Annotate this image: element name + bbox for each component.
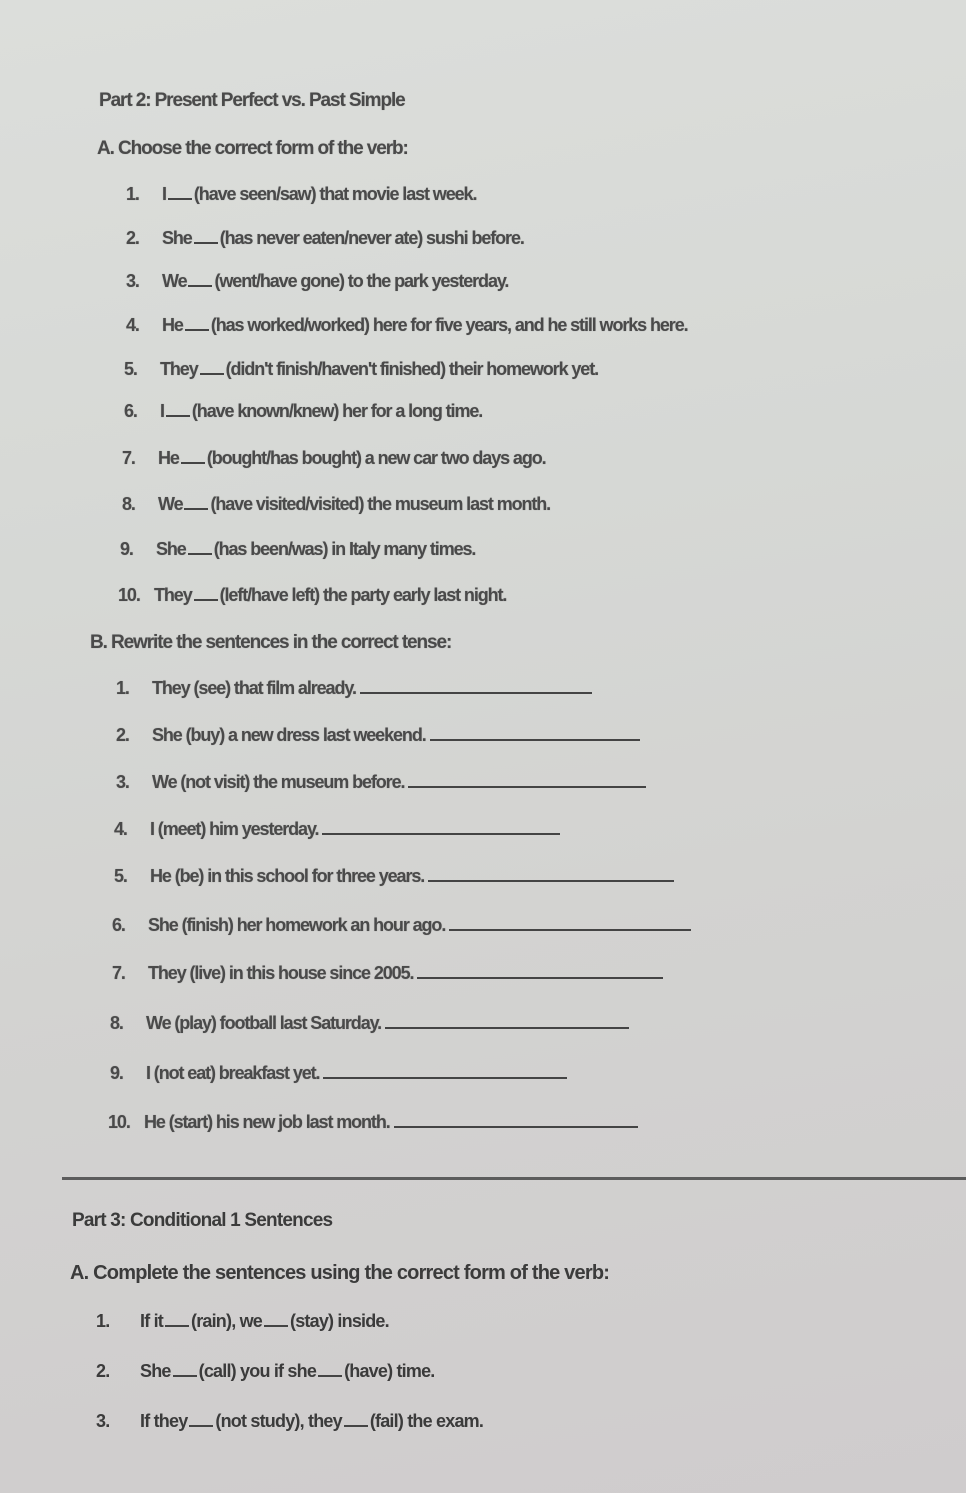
part-2-title: Part 2: Present Perfect vs. Past Simple <box>99 90 405 111</box>
answer-blank[interactable] <box>165 1311 189 1327</box>
answer-line[interactable] <box>430 725 640 741</box>
list-item: 5. He (be) in this school for three years. <box>114 866 674 887</box>
part-3-title: Part 3: Conditional 1 Sentences <box>72 1210 333 1231</box>
answer-line[interactable] <box>323 1063 567 1079</box>
list-item: 5. They (didn't finish/haven't finished) their homework yet. <box>124 359 599 379</box>
answer-blank[interactable] <box>185 315 209 331</box>
list-item: 1. They (see) that film already. <box>116 678 592 699</box>
answer-line[interactable] <box>385 1013 629 1029</box>
answer-blank[interactable] <box>318 1361 342 1377</box>
list-item: 4. I (meet) him yesterday. <box>114 819 560 840</box>
answer-blank[interactable] <box>200 359 224 375</box>
answer-blank[interactable] <box>344 1411 368 1427</box>
answer-blank[interactable] <box>188 271 212 287</box>
list-item: 2. She (has never eaten/never ate) sushi before. <box>126 228 524 248</box>
list-item: 7. He (bought/has bought) a new car two days ago. <box>122 448 546 468</box>
answer-line[interactable] <box>408 772 646 788</box>
list-item: 3. We (went/have gone) to the park yesterday. <box>126 271 509 291</box>
answer-blank[interactable] <box>194 228 218 244</box>
section-divider <box>62 1177 966 1180</box>
list-item: 9. I (not eat) breakfast yet. <box>110 1063 567 1084</box>
answer-blank[interactable] <box>166 401 190 417</box>
answer-blank[interactable] <box>188 539 212 555</box>
list-item: 9. She (has been/was) in Italy many times. <box>120 539 476 559</box>
answer-blank[interactable] <box>184 494 208 510</box>
list-item: 4. He (has worked/worked) here for five years, and he still works here. <box>126 315 688 335</box>
answer-blank[interactable] <box>264 1311 288 1327</box>
answer-line[interactable] <box>394 1112 638 1128</box>
answer-line[interactable] <box>360 678 592 694</box>
answer-blank[interactable] <box>194 585 218 601</box>
list-item: 2. She (buy) a new dress last weekend. <box>116 725 640 746</box>
list-item: 3. We (not visit) the museum before. <box>116 772 646 793</box>
list-item: 6. I (have known/knew) her for a long time. <box>124 401 483 421</box>
section-a-heading: A. Choose the correct form of the verb: <box>97 138 408 159</box>
answer-blank[interactable] <box>181 448 205 464</box>
answer-line[interactable] <box>417 963 663 979</box>
answer-line[interactable] <box>428 866 674 882</box>
answer-line[interactable] <box>449 915 691 931</box>
list-item: 3. If they (not study), they (fail) the exam. <box>96 1411 484 1431</box>
answer-blank[interactable] <box>173 1361 197 1377</box>
list-item: 10. He (start) his new job last month. <box>108 1112 638 1133</box>
answer-blank[interactable] <box>168 184 192 200</box>
list-item: 8. We (play) football last Saturday. <box>110 1013 629 1034</box>
answer-blank[interactable] <box>189 1411 213 1427</box>
list-item: 1. If it (rain), we (stay) inside. <box>96 1311 389 1331</box>
list-item: 1. I (have seen/saw) that movie last week. <box>126 184 477 204</box>
list-item: 7. They (live) in this house since 2005. <box>112 963 663 984</box>
section-b-heading: B. Rewrite the sentences in the correct tense: <box>90 632 452 653</box>
answer-line[interactable] <box>322 819 560 835</box>
list-item: 6. She (finish) her homework an hour ago. <box>112 915 691 936</box>
list-item: 8. We (have visited/visited) the museum last month. <box>122 494 551 514</box>
list-item: 2. She (call) you if she (have) time. <box>96 1361 435 1381</box>
list-item: 10. They (left/have left) the party early last night. <box>118 585 507 605</box>
part-3-section-a-heading: A. Complete the sentences using the correct form of the verb: <box>70 1262 610 1284</box>
